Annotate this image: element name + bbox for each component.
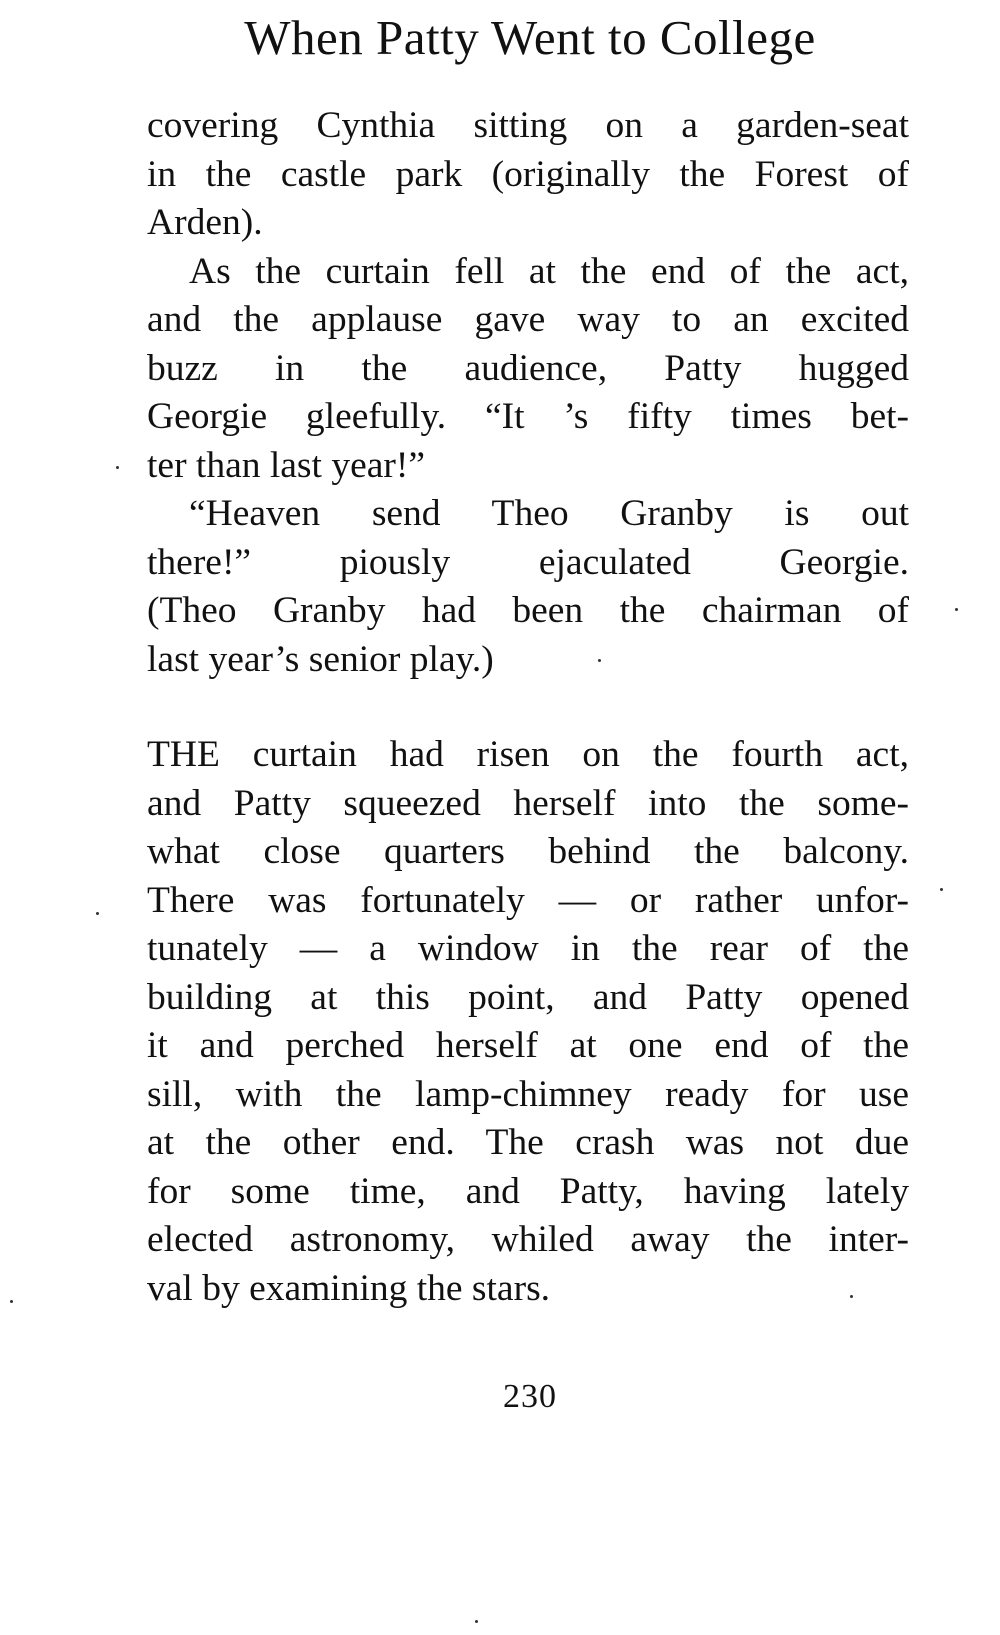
scan-speck [598, 659, 601, 662]
text-line: what close quarters behind the balcony. [147, 831, 909, 872]
text-line: and Patty squeezed herself into the some- [147, 782, 909, 824]
text-line: ter than last year!” [147, 444, 425, 486]
text-line: covering Cynthia sitting on a garden-seat [147, 105, 909, 146]
scan-speck [116, 466, 119, 469]
text-line: last year’s senior play.) [147, 638, 494, 680]
scan-speck [96, 912, 99, 915]
text-line: Georgie gleefully. “It ’s fifty times bet- [147, 396, 909, 437]
text-line: val by examining the stars. [147, 1267, 551, 1309]
scan-speck [940, 888, 943, 891]
text-line: for some time, and Patty, having lately [147, 1170, 909, 1212]
running-head: When Patty Went to College [244, 10, 816, 65]
text-line: building at this point, and Patty opened [147, 976, 909, 1018]
text-line: “Heaven send Theo Granby is out [189, 493, 909, 534]
text-line: in the castle park (originally the Forest of [147, 153, 909, 195]
text-line: Arden). [147, 202, 263, 243]
scan-speck [850, 1295, 853, 1298]
text-line: buzz in the audience, Patty hugged [147, 347, 909, 389]
scan-speck [10, 1300, 13, 1303]
scan-speck [475, 1620, 478, 1623]
text-line: it and perched herself at one end of the [147, 1025, 909, 1066]
text-line: tunately — a window in the rear of the [147, 928, 909, 969]
text-line: THE curtain had risen on the fourth act, [147, 734, 909, 775]
text-line: There was fortunately — or rather unfor- [147, 879, 909, 921]
text-line: sill, with the lamp-chimney ready for use [147, 1073, 909, 1115]
text-line: at the other end. The crash was not due [147, 1122, 909, 1163]
body-text [147, 102, 909, 1313]
text-line: and the applause gave way to an excited [147, 299, 909, 340]
text-line: (Theo Granby had been the chairman of [147, 590, 909, 631]
section-break [147, 684, 909, 731]
scan-speck [955, 608, 958, 611]
text-line: there!” piously ejaculated Georgie. [147, 541, 909, 583]
page-number: 230 [503, 1378, 557, 1415]
text-line: elected astronomy, whiled away the inter- [147, 1219, 909, 1260]
text-line: As the curtain fell at the end of the act, [189, 250, 909, 292]
